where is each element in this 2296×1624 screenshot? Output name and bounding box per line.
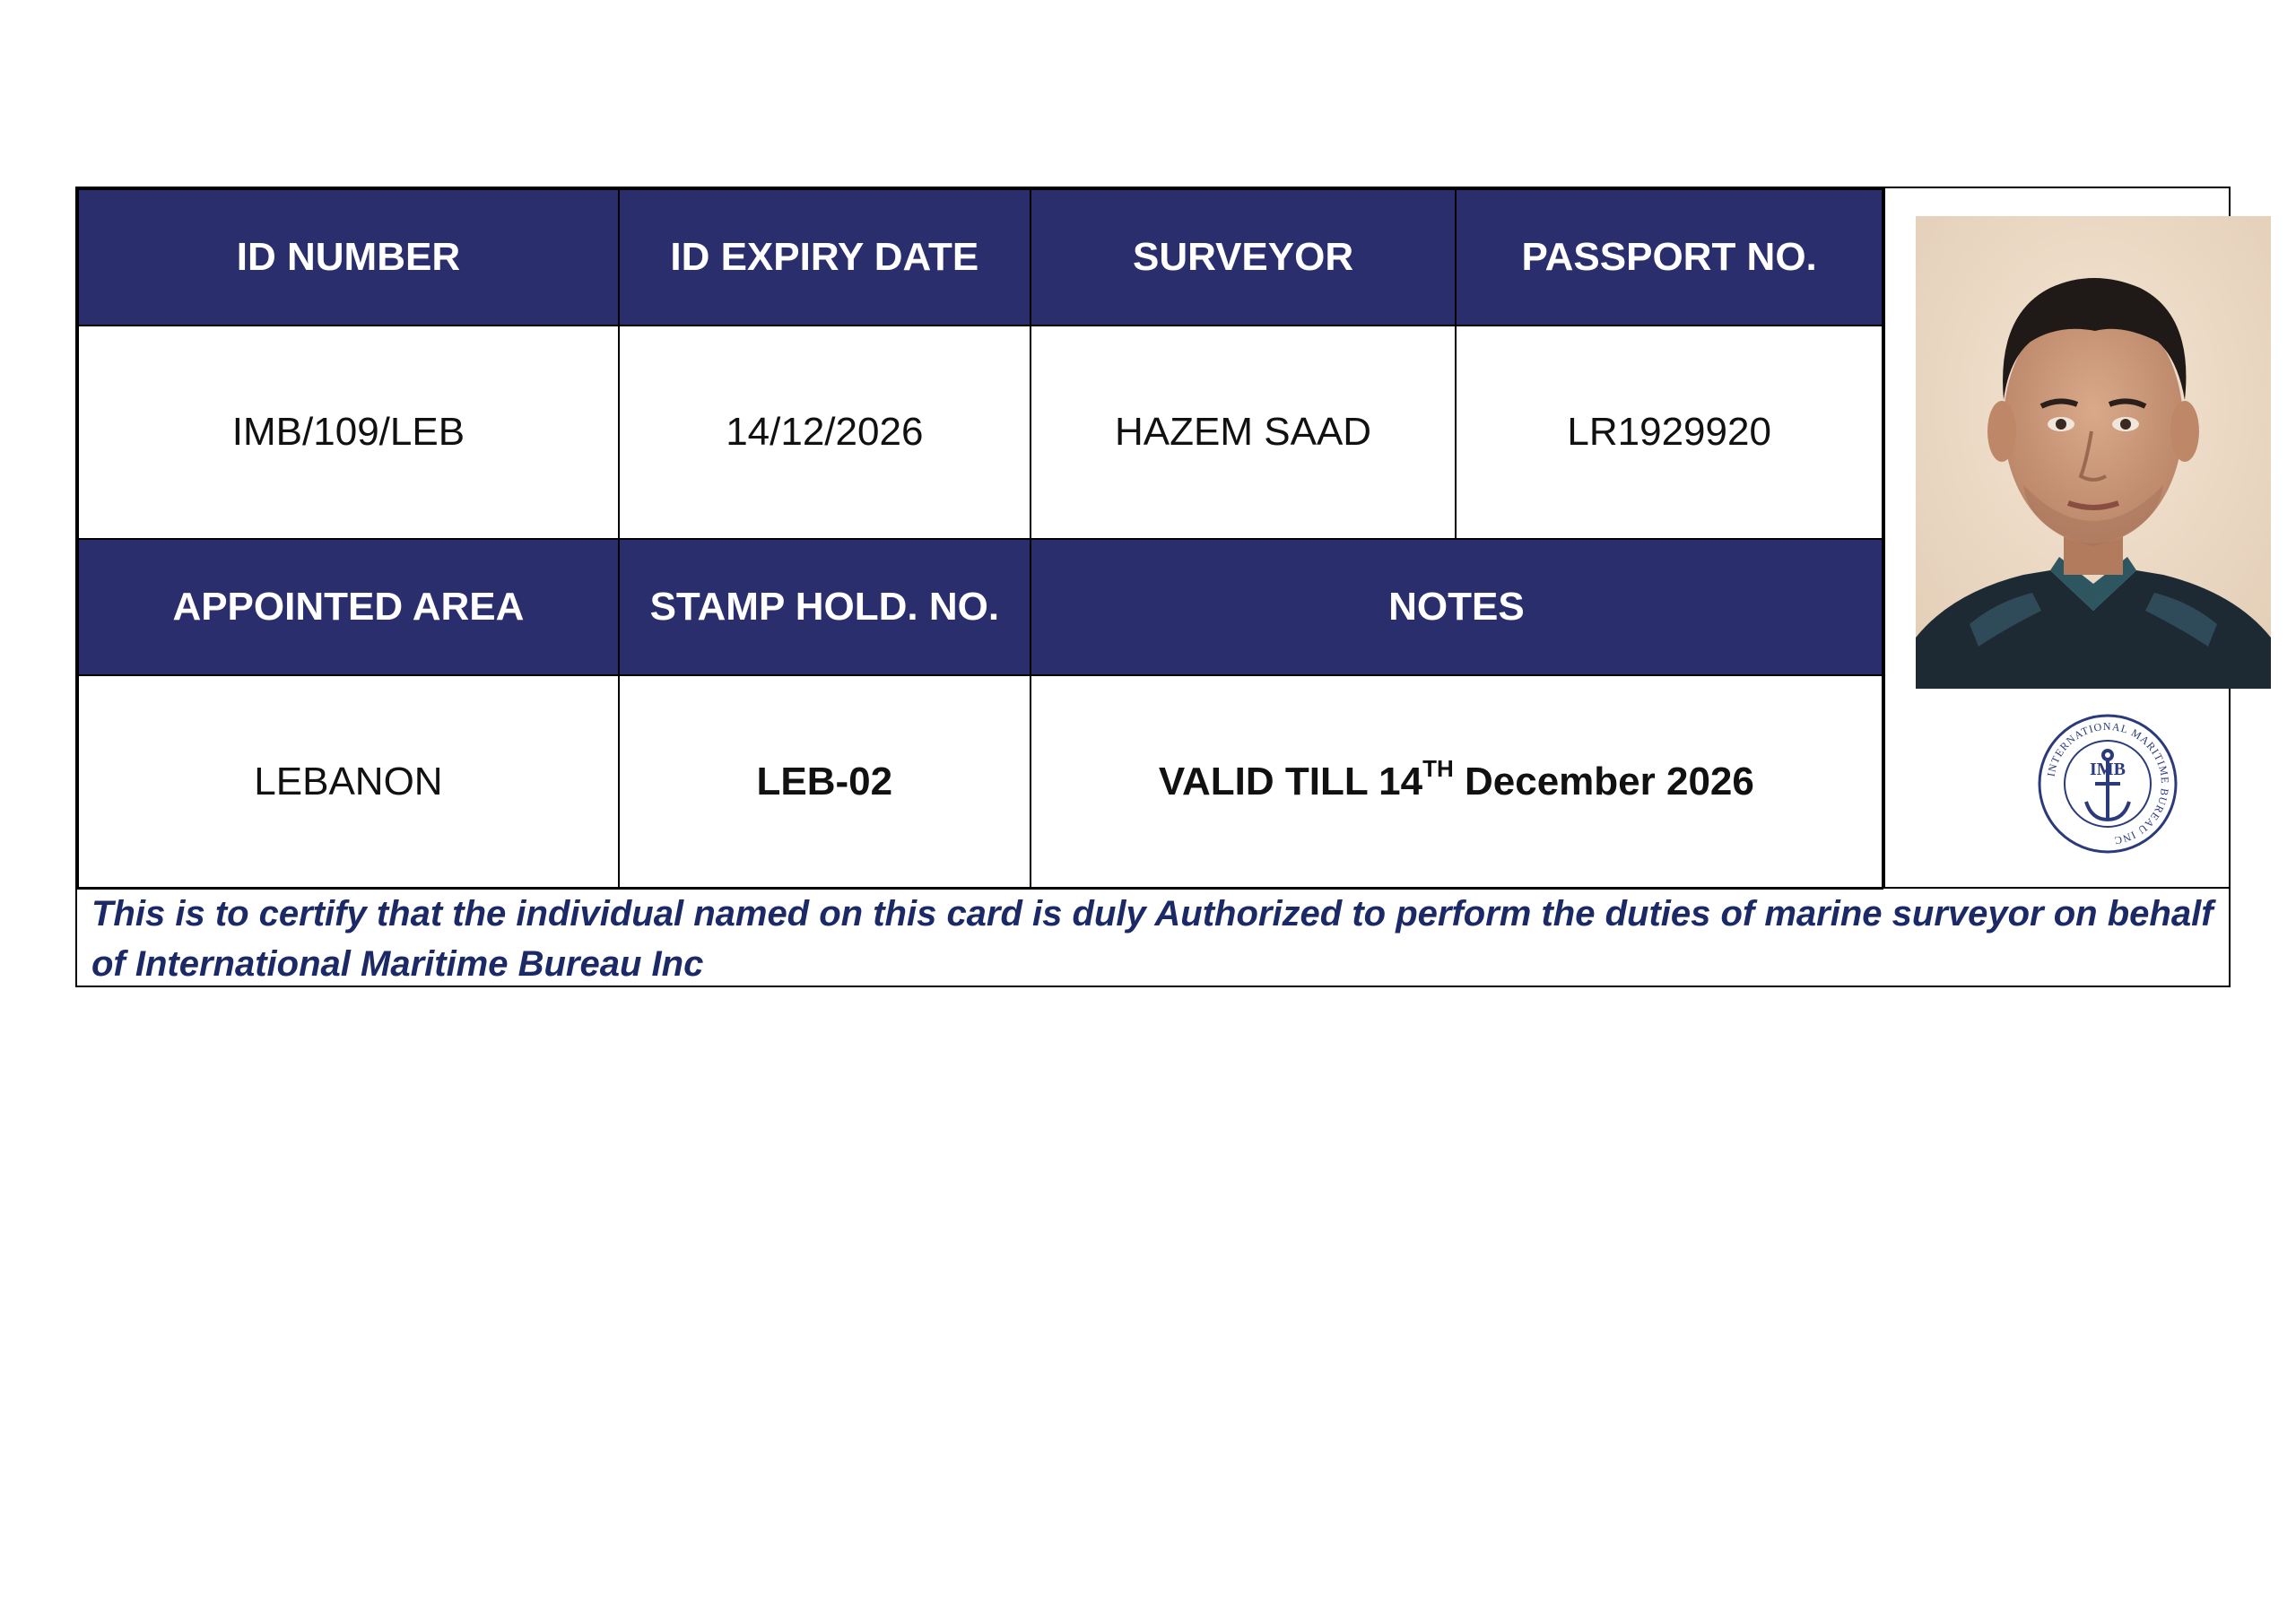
portrait-illustration (1916, 216, 2271, 689)
header-row-2 (78, 539, 1883, 675)
appointed-area-header: APPOINTED AREA (78, 539, 619, 675)
id-expiry-date-header: ID EXPIRY DATE (619, 189, 1031, 326)
appointed-area-value: LEBANON (78, 675, 619, 889)
id-expiry-date-value: 14/12/2026 (619, 326, 1031, 539)
seal-ring-text: INTERNATIONAL MARITIME BUREAU INC (2044, 719, 2172, 847)
id-number-header: ID NUMBER (78, 189, 619, 326)
seal-center-text: IMB (2090, 760, 2126, 779)
header-row-1 (78, 189, 1883, 326)
stamp-hold-no-header: STAMP HOLD. NO. (619, 539, 1031, 675)
notes-prefix: VALID TILL 14 (1158, 760, 1423, 803)
notes-value (1031, 675, 1883, 889)
imb-seal-graphic (2036, 712, 2179, 855)
notes-suffix: December 2026 (1453, 760, 1754, 803)
value-row-1 (78, 326, 1883, 539)
certification-statement: This is to certify that the individual named on this card is duly Authorized to perform the duties of marine surveyor on behalf of International Maritime Bureau Inc (77, 887, 2229, 986)
passport-no-header: PASSPORT NO. (1456, 189, 1883, 326)
imb-seal (2036, 712, 2179, 855)
surveyor-photo (1916, 216, 2271, 689)
passport-no-value: LR1929920 (1456, 326, 1883, 539)
surveyor-header: SURVEYOR (1031, 189, 1457, 326)
surveyor-name-value: HAZEM SAAD (1031, 326, 1457, 539)
id-number-value: IMB/109/LEB (78, 326, 619, 539)
notes-ordinal-suffix: TH (1422, 755, 1454, 782)
value-row-2 (78, 675, 1883, 889)
surveyor-id-card (75, 187, 2231, 987)
stamp-hold-no-value: LEB-02 (619, 675, 1031, 889)
notes-header: NOTES (1031, 539, 1883, 675)
id-details-table (77, 188, 1883, 890)
photo-panel (1883, 188, 2229, 887)
